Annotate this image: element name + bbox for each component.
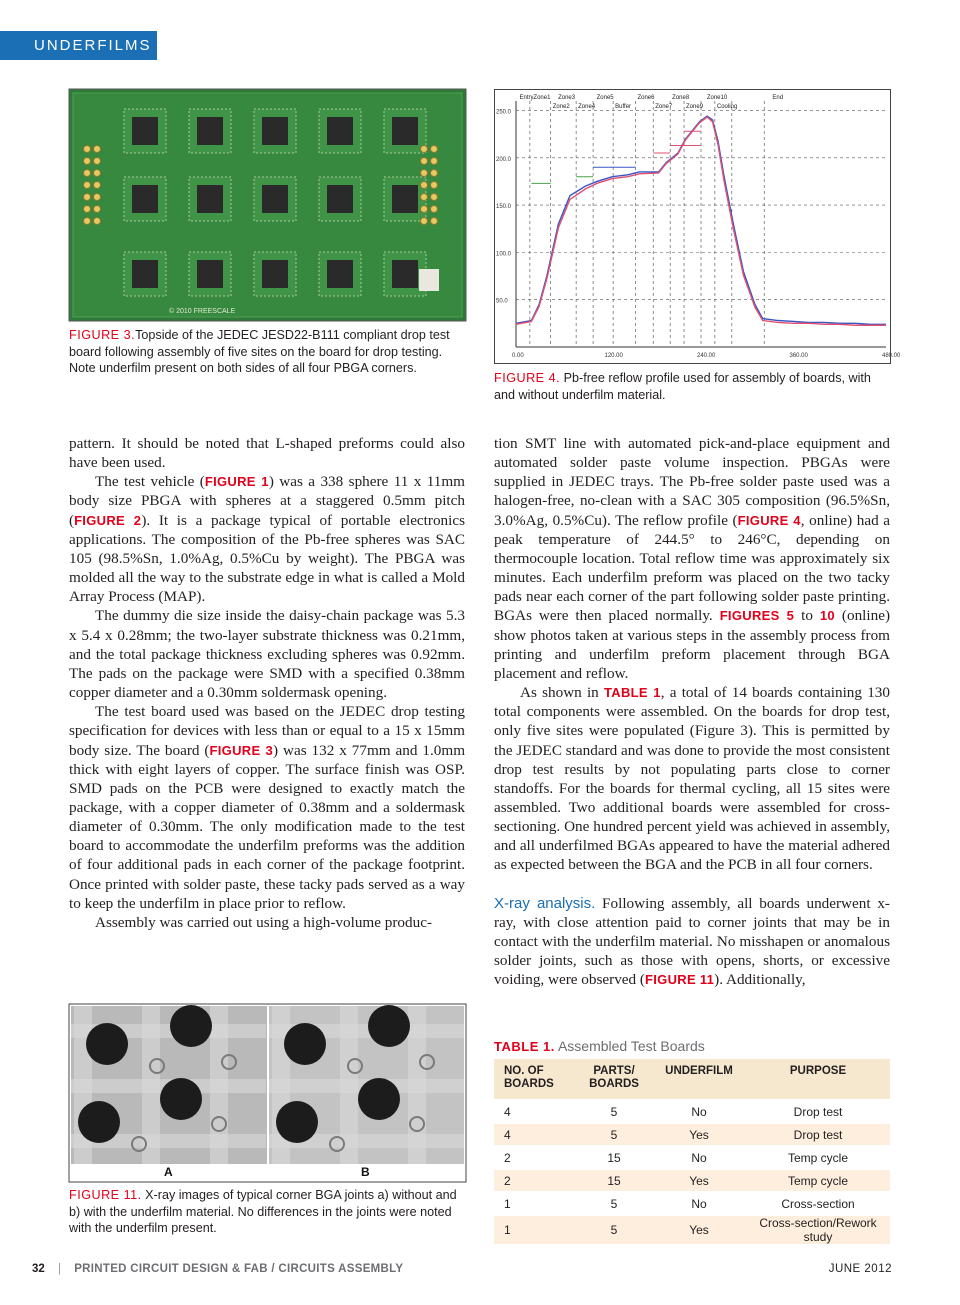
pbga-chip: [327, 260, 353, 288]
connector-pad: [84, 158, 91, 165]
connector-pad: [94, 182, 101, 189]
panel-b-label: B: [361, 1165, 370, 1179]
cell: 5: [576, 1192, 652, 1215]
figure-3: [69, 89, 466, 321]
figure-4-chart: [494, 89, 901, 364]
connector-pad: [431, 206, 438, 213]
bga-site: [189, 109, 231, 153]
figure-3-photo: [69, 89, 466, 321]
connector-pad: [94, 218, 101, 225]
cell: 1: [494, 1215, 576, 1245]
connector-pad: [431, 170, 438, 177]
zone-label: End: [772, 95, 784, 101]
zone-label: Zone2: [552, 104, 570, 110]
y-tick-label: 100.0: [496, 251, 512, 258]
footer: [32, 1263, 892, 1279]
cell: Temp cycle: [746, 1146, 890, 1169]
board-silkscreen-text: © 2010 FREESCALE: [169, 308, 236, 315]
pbga-chip: [327, 117, 353, 145]
pbga-chip: [327, 185, 353, 213]
cell: Cross-section: [746, 1192, 890, 1215]
pbga-chip: [132, 185, 158, 213]
connector-pad: [431, 182, 438, 189]
col-header-boards: NO. OF BOARDS: [494, 1059, 576, 1100]
connector-pad: [421, 146, 428, 153]
figure-11-ref[interactable]: FIGURE 11: [645, 972, 715, 988]
connector-pad: [84, 218, 91, 225]
left-paragraph-4: The test board used was based on the JEDEC drop testing specification for devices with less than or equal to a 15 x 15mm body size. The board (FIGURE 3) was 132 x 77mm and 1.0mm thick with eight layers of copper. The surface finish was OSP. SMD pads on the PCB were designed to exactly match the package, with a copper diameter of 0.38mm and a soldermask diameter of 0.30mm. The only modification made to the test board to accommodate the underfilm preforms was the addition of four additional pads in each corner of the package footprint. Once printed with solder paste, these tacky pads served as a way to keep the underfilm in place prior to reflow.: [69, 703, 466, 912]
figure-3-label: FIGURE 3.: [69, 328, 136, 342]
connector-pad: [84, 146, 91, 153]
left-paragraph-1: pattern. It should be noted that L-shaped preforms could also have been used.: [69, 435, 465, 472]
cell: 2: [494, 1146, 576, 1169]
pbga-chip: [262, 117, 288, 145]
bga-site: [254, 252, 296, 296]
table-1-title: [494, 1038, 890, 1054]
cell: 1: [494, 1192, 576, 1215]
connector-pad: [431, 158, 438, 165]
right-paragraph-3: X-ray analysis. Following assembly, all boards underwent x-ray, with close attention paid to corner joints that may be in contact with the underfilm material. No misshapen or anomalous solder joints, such as those with opens, shorts, or excessive voiding, were observed (FIGURE 11). Additionally,: [494, 894, 890, 989]
bga-site: [254, 177, 296, 221]
solder-ball: [358, 1078, 400, 1120]
figure-11-label: FIGURE 11.: [69, 1188, 142, 1202]
cell: 4: [494, 1123, 576, 1146]
figure-2-ref[interactable]: FIGURE 2: [74, 512, 142, 528]
x-tick-label: 480.00: [882, 353, 901, 359]
cell: No: [652, 1146, 746, 1169]
zone-label: Zone3: [558, 95, 576, 101]
right-column: [494, 434, 890, 989]
connector-pad: [84, 206, 91, 213]
pbga-chip: [132, 260, 158, 288]
bga-site: [319, 252, 361, 296]
connector-pad: [421, 170, 428, 177]
pbga-chip: [392, 260, 418, 288]
page-number: 32: [32, 1263, 45, 1275]
connector-pad: [421, 218, 428, 225]
connector-pad: [431, 146, 438, 153]
pbga-chip: [197, 117, 223, 145]
figure-11-caption: [69, 1187, 466, 1237]
bga-site: [384, 109, 426, 153]
pbga-chip: [197, 185, 223, 213]
solder-ball: [276, 1101, 318, 1143]
y-tick-label: 50.0: [496, 298, 508, 305]
x-tick-label: 360.00: [789, 353, 808, 359]
cell: 4: [494, 1100, 576, 1123]
board-label-icon: [419, 269, 439, 291]
cell: No: [652, 1192, 746, 1215]
table-1: [494, 1038, 890, 1246]
cell: 5: [576, 1123, 652, 1146]
connector-pad: [421, 158, 428, 165]
cell: Yes: [652, 1215, 746, 1245]
right-paragraph-1: tion SMT line with automated pick-and-place equipment and automated solder paste volume inspection. PBGAs were supplied in JEDEC trays. The Pb-free solder paste used was a halogen-free, no-clean with a SAC 305 composition (96.5%Sn, 3.0%Ag, 0.5%Cu). The reflow profile (FIGURE 4, online) had a peak temperature of 244.5° to 246°C, depending on thermocouple location. Total reflow time was approximately six minutes. Each underfilm preform was placed on the two tacky pads near each corner of the part following solder paste printing. BGAs were then placed normally. FIGURES 5 to 10 (online) show photos taken at various steps in the assembly process from printing and underfilm preform placement through BGA placement and reflow.: [494, 435, 891, 682]
table-row: [494, 1169, 890, 1192]
left-paragraph-3: The dummy die size inside the daisy-chain package was 5.3 x 5.4 x 0.28mm; the two-layer substrate thickness was 0.21mm, and the total package thickness excluding spheres was 0.92mm. The pads on the package were SMD with a specified 0.38mm copper diameter and a 0.30mm soldermask opening.: [69, 607, 465, 702]
figure-4: [494, 89, 901, 364]
figure-4-ref[interactable]: FIGURE 4: [737, 512, 801, 528]
solder-ball: [170, 1005, 212, 1047]
zone-label: Zone4: [578, 104, 596, 110]
zone-label: Zone1: [533, 95, 551, 101]
solder-ball: [284, 1023, 326, 1065]
connector-pad: [94, 206, 101, 213]
col-header-purpose: PURPOSE: [746, 1059, 890, 1100]
table-row: [494, 1215, 890, 1245]
figures-5-ref[interactable]: FIGURES 5: [719, 608, 795, 624]
col-header-parts: PARTS/ BOARDS: [576, 1059, 652, 1100]
connector-pad: [421, 206, 428, 213]
table-1-ref[interactable]: TABLE 1: [604, 685, 661, 701]
publication-name: PRINTED CIRCUIT DESIGN & FAB / CIRCUITS ASSEMBLY: [74, 1263, 404, 1275]
connector-pad: [431, 194, 438, 201]
bga-site: [189, 177, 231, 221]
table-row: [494, 1146, 890, 1169]
figure-11-xray: [69, 1004, 466, 1182]
zone-label: Entry: [519, 95, 534, 101]
connector-pad: [431, 218, 438, 225]
figure-4-label: FIGURE 4.: [494, 371, 561, 385]
cell: Yes: [652, 1123, 746, 1146]
table-row: [494, 1192, 890, 1215]
zone-label: Zone8: [672, 95, 690, 101]
y-tick-label: 250.0: [496, 109, 512, 116]
figure-11-caption-text: X-ray images of typical corner BGA joints a) without and b) with the underfilm material. No differences in the joints were noted with the underfilm present.: [69, 1188, 457, 1235]
cell: 15: [576, 1146, 652, 1169]
connector-pad: [421, 194, 428, 201]
bga-site: [189, 252, 231, 296]
bga-site: [124, 177, 166, 221]
pbga-chip: [197, 260, 223, 288]
left-paragraph-5: Assembly was carried out using a high-volume produc-: [95, 913, 433, 931]
cell: 15: [576, 1169, 652, 1192]
solder-ball: [78, 1101, 120, 1143]
issue-date: JUNE 2012: [828, 1263, 892, 1275]
left-paragraph-2: The test vehicle (FIGURE 1) was a 338 sphere 11 x 11mm body size PBGA with spheres at a staggered 0.5mm pitch (FIGURE 2). It is a package typical of portable electronics applications. The composition of the Pb-free spheres was SAC 105 (98.5%Sn, 1.0%Ag, 0.5%Cu by weight). The PBGA was molded all the way to the substrate edge in what is called a Mold Array Process (MAP).: [69, 473, 466, 606]
zone-label: Zone9: [686, 104, 704, 110]
zone-label: Buffer: [615, 104, 632, 110]
connector-pad: [94, 194, 101, 201]
panel-a-label: A: [164, 1165, 173, 1179]
left-column: [69, 434, 465, 932]
solder-ball: [160, 1078, 202, 1120]
cell: Cross-section/Rework study: [746, 1215, 890, 1245]
pbga-chip: [262, 260, 288, 288]
cell: 5: [576, 1100, 652, 1123]
connector-pad: [84, 194, 91, 201]
cell: Yes: [652, 1169, 746, 1192]
connector-pad: [84, 182, 91, 189]
y-tick-label: 150.0: [496, 204, 512, 211]
x-tick-label: 120.00: [604, 353, 623, 359]
figure-1-ref[interactable]: FIGURE 1: [204, 474, 269, 490]
pbga-chip: [392, 117, 418, 145]
solder-ball: [86, 1023, 128, 1065]
figure-4-caption: [494, 370, 891, 403]
figure-3-caption: [69, 327, 466, 377]
col-header-underfilm: UNDERFILM: [652, 1059, 746, 1100]
bga-site: [124, 109, 166, 153]
table-row: [494, 1100, 890, 1123]
table-1-label: TABLE 1.: [494, 1039, 555, 1054]
connector-pad: [84, 170, 91, 177]
pbga-chip: [392, 185, 418, 213]
cell: 5: [576, 1215, 652, 1245]
zone-label: Zone7: [655, 104, 673, 110]
table-1-title-text: Assembled Test Boards: [557, 1038, 705, 1054]
bga-site: [124, 252, 166, 296]
pbga-chip: [132, 117, 158, 145]
zone-label: Zone6: [637, 95, 655, 101]
connector-pad: [94, 158, 101, 165]
section-tab: UNDERFILMS: [0, 31, 157, 60]
table-row: [494, 1123, 890, 1146]
cell: Drop test: [746, 1100, 890, 1123]
cell: Drop test: [746, 1123, 890, 1146]
figure-3-caption-text: Topside of the JEDEC JESD22-B111 compliant drop test board following assembly of five sites on the board for drop testing. Note underfilm present on both sides of all four PBGA corners.: [69, 328, 450, 375]
zone-label: Cooling: [716, 104, 738, 110]
right-paragraph-2: As shown in TABLE 1, a total of 14 boards containing 130 total components were assembled. On the boards for drop test, only five sites were populated (Figure 3). This is permitted by the JEDEC standard and was done to provide the most consistent drop test results by not populating parts close to corner standoffs. For the boards for thermal cycling, all 15 sites were assembled. Two additional boards were assembled for cross-sectioning. One hundred percent yield was achieved in assembly, and all underfilmed BGAs appeared to have the material adhered as expected between the BGA and the PCB in all four corners.: [494, 684, 890, 874]
cell: 2: [494, 1169, 576, 1192]
cell: No: [652, 1100, 746, 1123]
x-tick-label: 0.00: [512, 353, 524, 359]
connector-pad: [94, 170, 101, 177]
zone-label: Zone10: [706, 95, 728, 101]
bga-site: [319, 177, 361, 221]
pbga-chip: [262, 185, 288, 213]
cell: Temp cycle: [746, 1169, 890, 1192]
x-tick-label: 240.00: [697, 353, 716, 359]
bga-site: [319, 109, 361, 153]
figure-4-caption-text: Pb-free reflow profile used for assembly of boards, with and without underfilm material.: [494, 371, 871, 402]
y-tick-label: 200.0: [496, 156, 512, 163]
table-1-grid: [494, 1059, 890, 1246]
xray-analysis-heading: X-ray analysis.: [494, 894, 596, 912]
solder-ball: [368, 1005, 410, 1047]
connector-pad: [94, 146, 101, 153]
figure-11: [69, 1004, 466, 1182]
footer-divider: |: [58, 1263, 61, 1275]
zone-label: Zone5: [596, 95, 614, 101]
figure-10-ref[interactable]: 10: [819, 608, 835, 624]
bga-site: [384, 177, 426, 221]
bga-site: [254, 109, 296, 153]
connector-pad: [421, 182, 428, 189]
figure-3-ref[interactable]: FIGURE 3: [209, 742, 273, 758]
